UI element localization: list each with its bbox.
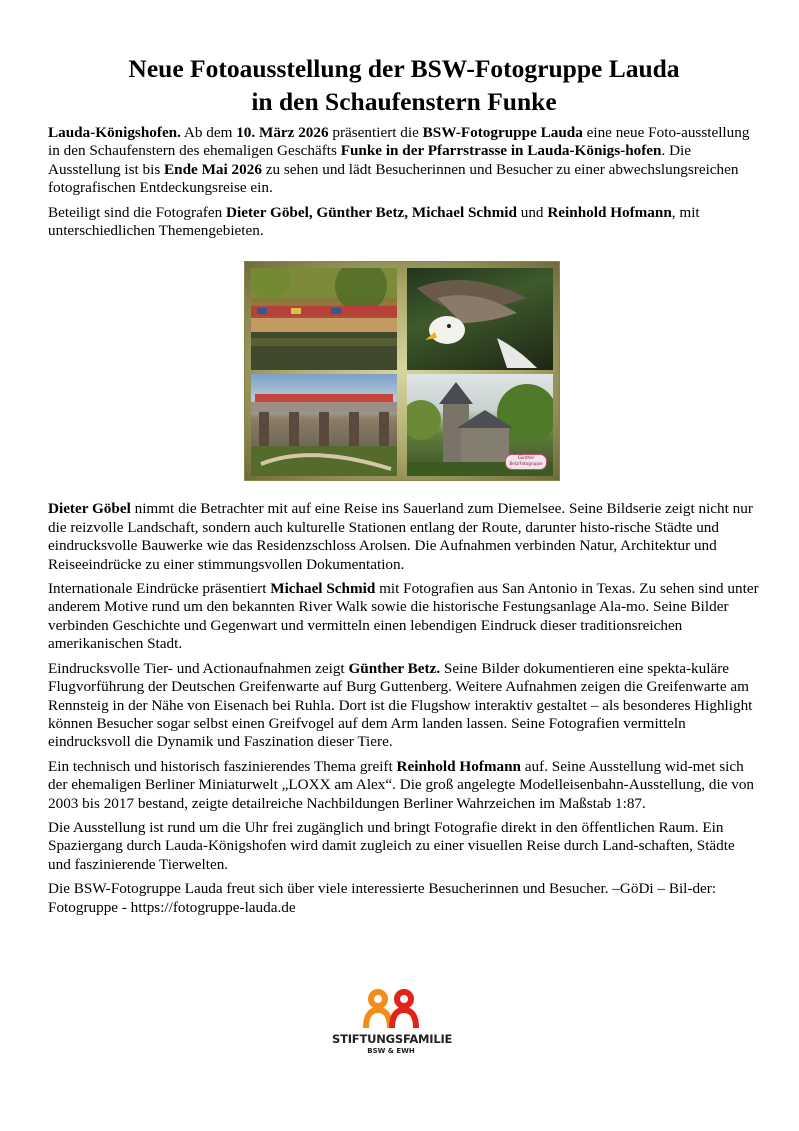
logo-subline: BSW & EWH: [367, 1047, 415, 1055]
stiftungsfamilie-logo: [332, 988, 453, 1055]
logo-wordmark: STIFTUNGSFAMILIE: [332, 1032, 453, 1046]
photo-river-walk: [251, 268, 397, 370]
photo-collage: [245, 262, 559, 480]
headline-line-1: Neue Fotoausstellung der BSW-Fotogruppe Lauda: [128, 54, 680, 83]
photo-eagle: [407, 268, 553, 370]
participants-paragraph: Beteiligt sind die Fotografen Dieter Göbel, Günther Betz, Michael Schmid und Reinhold Hofmann, mit unterschiedlichen Themengebieten.: [48, 203, 700, 240]
headline: [48, 52, 760, 118]
people-logo-icon: [360, 988, 422, 1030]
photo-model-viaduct: [251, 374, 397, 476]
article: [48, 52, 760, 923]
paragraph-hofmann: Ein technisch und historisch faszinierendes Thema greift Reinhold Hofmann auf. Seine Ausstellung wid-met sich der ehemaligen Berliner Miniaturwelt „LOXX am Alex“. Die groß angelegte Modelleisenbahn-Ausstellung, die von 2003 bis 2017 bestand, zeigte detailreiche Nachbildungen Berliner Wahrzeichen im Maßstab 1:87.: [48, 757, 755, 812]
headline-line-2: in den Schaufenstern Funke: [251, 87, 557, 116]
paragraph-betz: Eindrucksvolle Tier- und Actionaufnahmen zeigt Günther Betz. Seine Bilder dokumentieren eine spekta-kuläre Flugvorführung der Deutschen Greifenwarte auf Burg Guttenberg. Weitere Aufnahmen zeigen die Greifenwarte am Rennsteig in der Nähe von Eisenach bei Ruhla. Dort ist die Flugshow interaktiv gestaltet – als besonderes Highlight können Besucher sogar selbst einen Greifvogel auf dem Arm landen lassen. Seine Fotografien vermitteln eindrucksvoll die Dynamik und Faszination dieser Tiere.: [48, 659, 753, 751]
intro-paragraph: Lauda-Königshofen. Ab dem 10. März 2026 präsentiert die BSW-Fotogruppe Lauda eine neue Foto-ausstellung in den Schaufenstern des ehemaligen Geschäfts Funke in der Pfarrstrasse in Lauda-Königs-hofen. Die Ausstellung ist bis Ende Mai 2026 zu sehen und lädt Besucherinnen und Besucher zu einer abwechslungsreichen fotografischen Entdeckungsreise ein.: [48, 124, 750, 197]
dateline: Lauda-Königshofen.: [48, 124, 181, 141]
photo-credit-stamp: Günther Betz/Fotogruppe: [505, 454, 547, 470]
paragraph-closing: Die BSW-Fotogruppe Lauda freut sich über viele interessierte Besucherinnen und Besucher. –GöDi – Bil-der: Fotogruppe - https://fotogruppe-lauda.de: [48, 880, 717, 916]
paragraph-schmid: Internationale Eindrücke präsentiert Michael Schmid mit Fotografien aus San Antonio in Texas. Zu sehen sind unter anderem Motive rund um den bekannten River Walk sowie die historische Festungsanlage Ala-mo. Seine Bilder verbinden Geschichte und Gegenwart und vermitteln einen lebendigen Eindruck dieser traditionsreichen amerikanischen Stadt.: [48, 580, 759, 653]
paragraph-goebel: Dieter Göbel nimmt die Betrachter mit auf eine Reise ins Sauerland zum Diemelsee. Seine Bildserie zeigt nicht nur die reizvolle Landschaft, sondern auch kulturelle Stationen entlang der Route, darunter histo-rische Städte und eindrucksvolle Bauwerke wie das Residenzschloss Arolsen. Die Aufnahmen verbinden Natur, Architektur und Reiseeindrücke zu einer stimmungsvollen Dokumentation.: [48, 500, 753, 573]
photo-church: [407, 374, 553, 476]
paragraph-access: Die Ausstellung ist rund um die Uhr frei zugänglich und bringt Fotografie direkt in den öffentlichen Raum. Ein Spaziergang durch Lauda-Königshofen wird damit zugleich zu einer visuellen Reise durch Land-schaften, Städte und faszinierende Tierwelten.: [48, 818, 735, 873]
